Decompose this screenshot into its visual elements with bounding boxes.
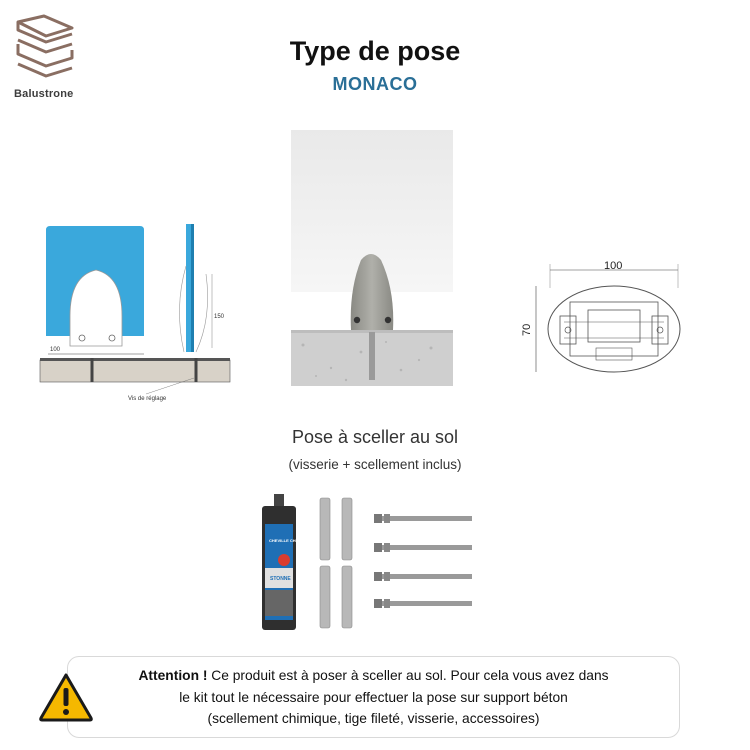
cartridge-sublabel: STONNE: [270, 576, 291, 582]
dim-top-height: 70: [521, 323, 533, 336]
warning-lead: Attention !: [138, 668, 208, 683]
cartridge-label: CHEVILLE CHIMIQUE: [269, 538, 310, 543]
technical-drawing-top: [518, 258, 693, 378]
chemical-anchor-cartridge-icon: [262, 494, 296, 630]
warning-line-2: le kit tout le nécessaire pour effectuer la pose sur support béton: [179, 689, 568, 705]
adjustment-screw-caption: Vis de réglage: [128, 396, 167, 402]
threaded-rods-icon: [374, 514, 472, 608]
product-photo: [291, 130, 453, 386]
warning-line-3: (scellement chimique, tige fileté, visserie, accessoires): [207, 711, 540, 726]
dim-top-width: 100: [604, 260, 623, 272]
installation-kit: [262, 494, 476, 630]
dim-width-label: 100: [50, 347, 61, 353]
installation-subtitle: (visserie + scellement inclus): [288, 457, 462, 472]
anchor-sleeves-icon: [320, 498, 352, 628]
technical-drawing-side: [34, 218, 234, 408]
warning-text: [76, 665, 671, 730]
dim-height-label: 150: [214, 314, 225, 320]
warning-line-1: Ce produit est à poser à sceller au sol. Pour cela vous avez dans: [207, 668, 609, 683]
model-subtitle: MONACO: [332, 74, 418, 94]
installation-title: Pose à sceller au sol: [291, 427, 459, 447]
page-title: Type de pose: [289, 36, 461, 66]
brand-name: Balustrone: [14, 88, 74, 100]
